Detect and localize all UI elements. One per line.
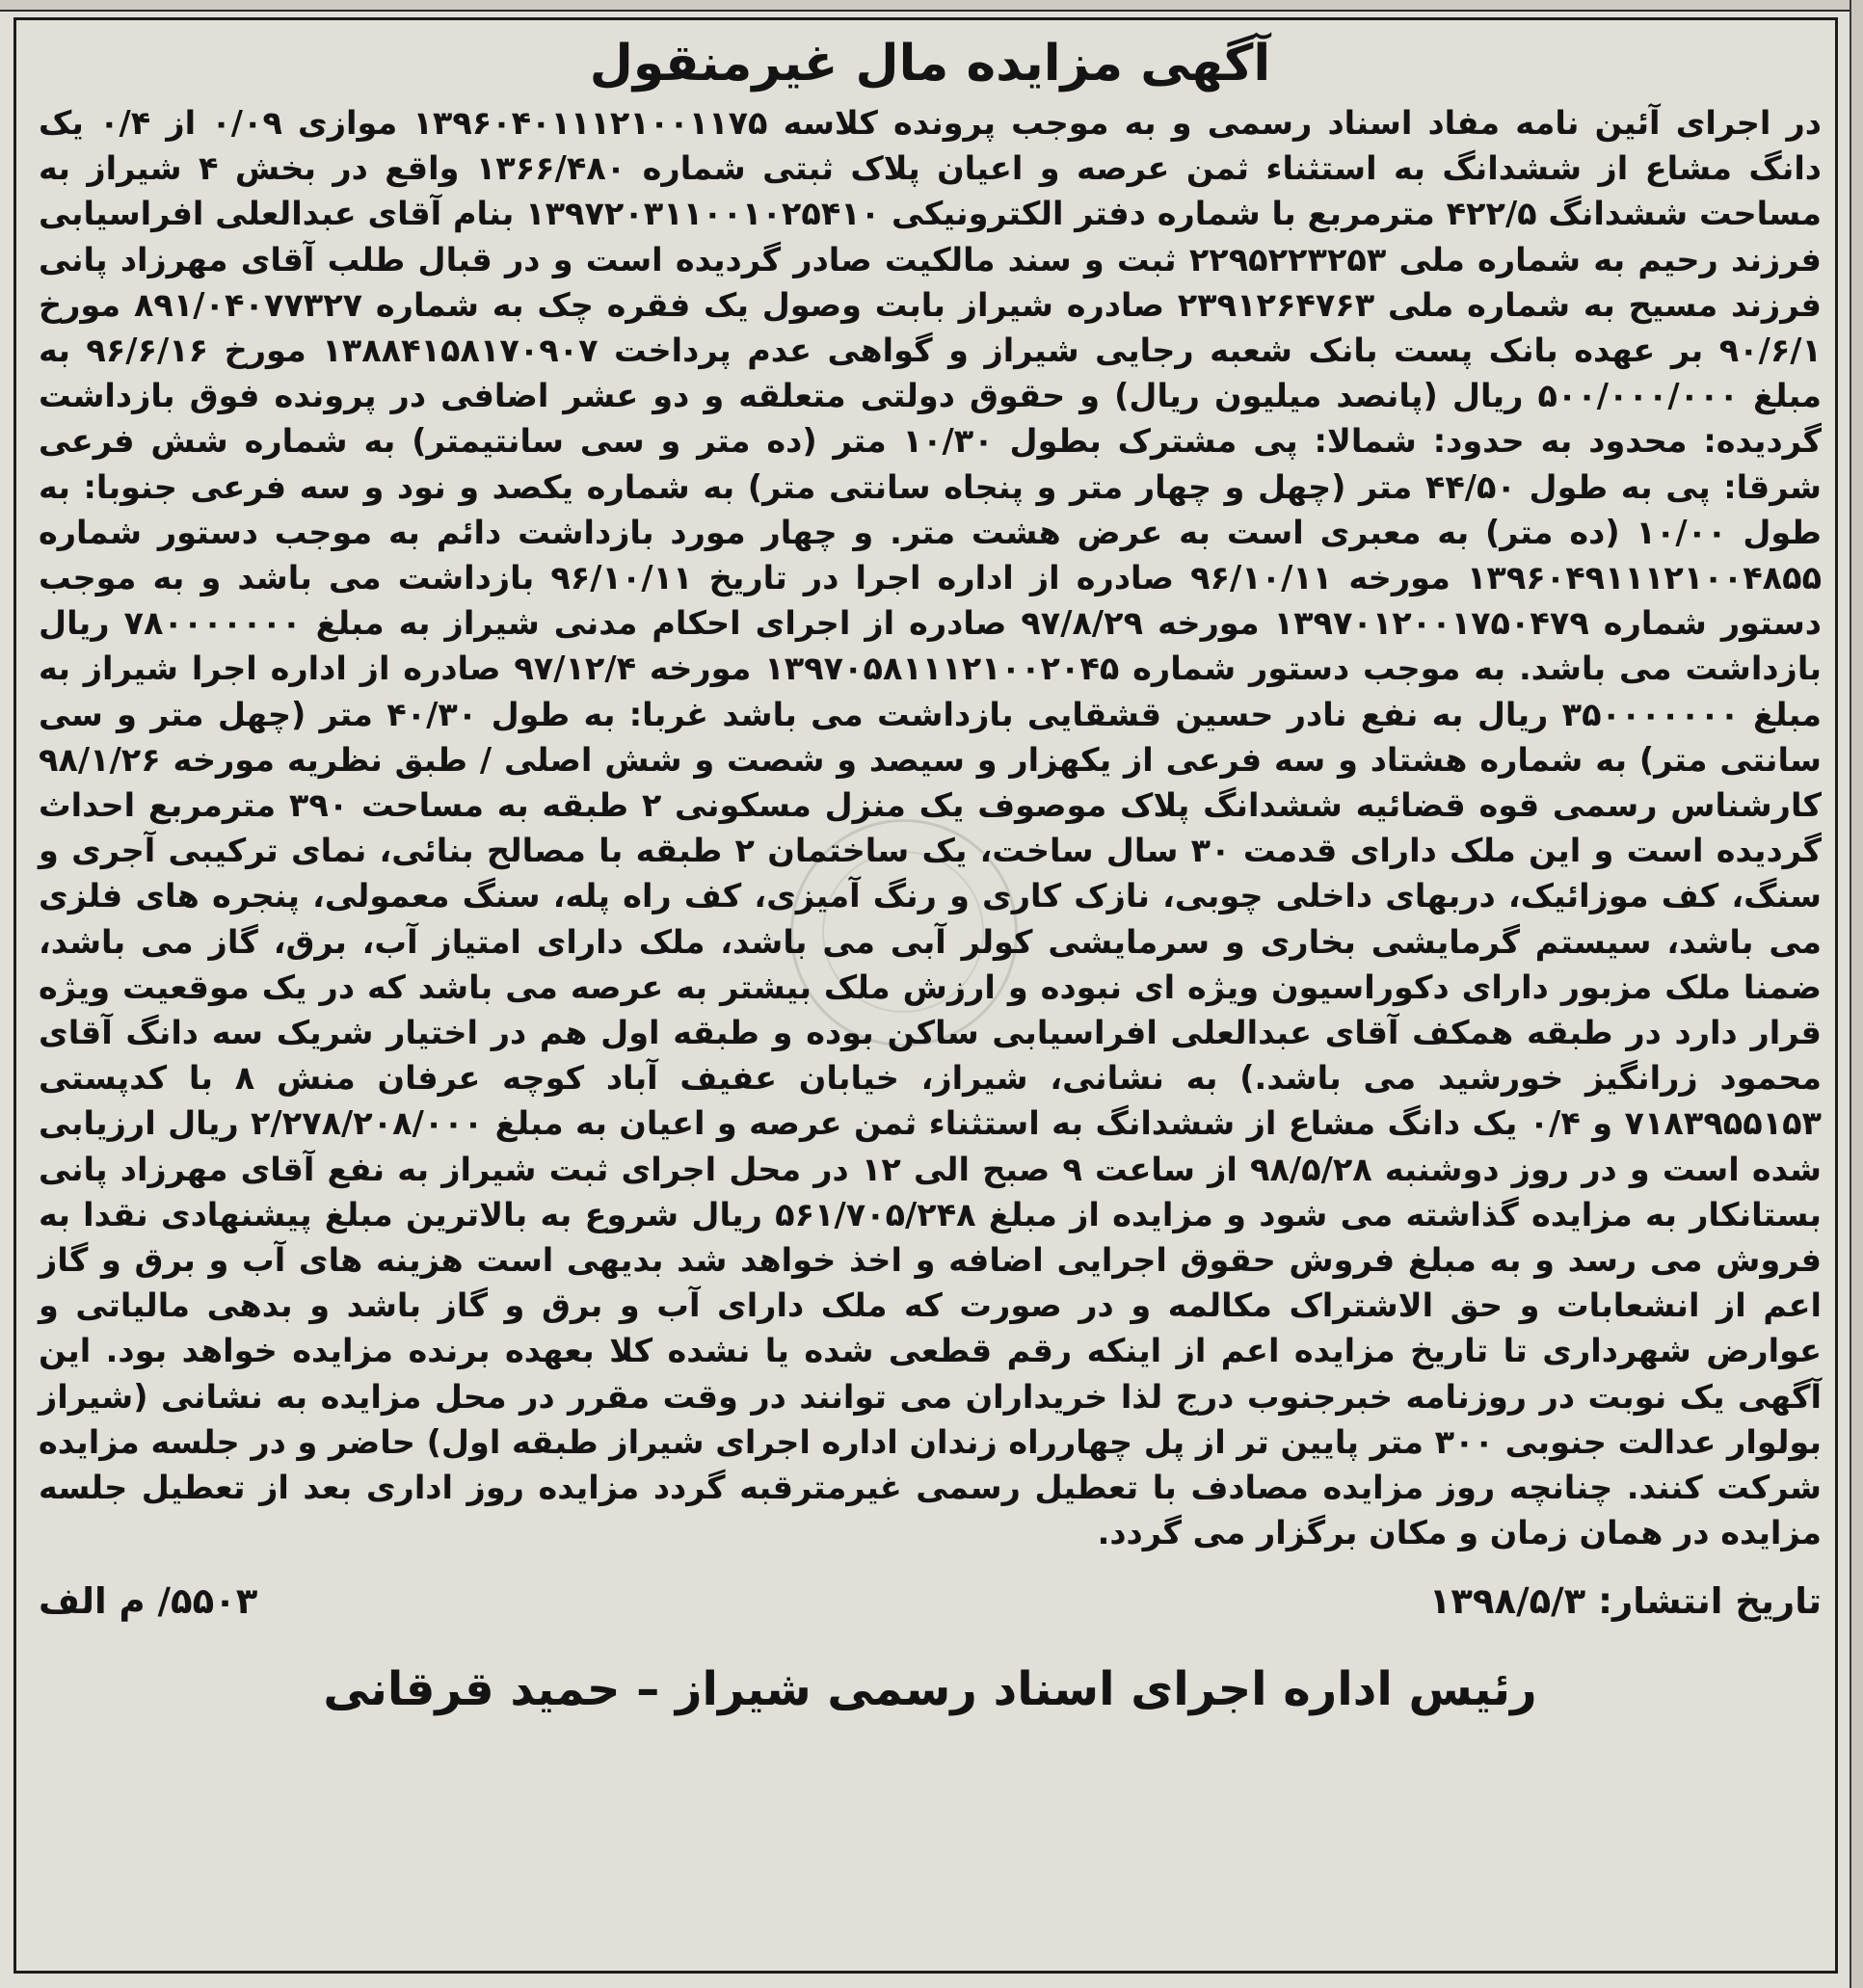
notice-content xyxy=(39,27,1822,1718)
reference-code: ۵۵۰۳/ م الف xyxy=(39,1579,258,1622)
notice-title: آگهی مزایده مال غیرمنقول xyxy=(589,35,1271,93)
notice-body: در اجرای آئین نامه مفاد اسناد رسمی و به موجب پرونده کلاسه ۱۳۹۶۰۴۰۱۱۱۲۱۰۰۱۱۷۵ موازی ۰/۰۹ از ۰/۴ یک دانگ مشاع از ششدانگ به استثناء ثمن عرصه و اعیان پلاک ثبتی شماره ۱۳۶۶/۴۸۰ واقع در بخش ۴ شیراز به مساحت ششدانگ ۴۲۲/۵ مترمربع با شماره دفتر الکترونیکی ۱۳۹۷۲۰۳۱۱۰۰۱۰۲۵۴۱۰ بنام آقای عبدالعلی افراسیابی فرزند رحیم به شماره ملی ۲۲۹۵۲۲۳۲۵۳ ثبت و سند مالکیت صادر گردیده است و در قبال طلب آقای مهرزاد پانی فرزند مسیح به شماره ملی ۲۳۹۱۲۶۴۷۶۳ صادره شیراز بابت وصول یک فقره چک به شماره ۸۹۱/۰۴۰۷۷۳۲۷ مورخ ۹۰/۶/۱ بر عهده بانک پست بانک شعبه رجایی شیراز و گواهی عدم پرداخت ۱۳۸۸۴۱۵۸۱۷۰۹۰۷ مورخ ۹۶/۶/۱۶ به مبلغ ۵۰۰/۰۰۰/۰۰۰ ریال (پانصد میلیون ریال) و حقوق دولتی متعلقه و دو عشر اضافی در پرونده فوق بازداشت گردیده: محدود به حدود: شمالا: پی مشترک بطول ۱۰/۳۰ متر (ده متر و سی سانتیمتر) به شماره شش فرعی شرقا: پی به طول ۴۴/۵۰ متر (چهل و چهار متر و پنجاه سانتی متر) به شماره یکصد و نود و سه فرعی جنوبا: به طول ۱۰/۰۰ (ده متر) به معبری است به عرض هشت متر. و چهار مورد بازداشت دائم به موجب دستور شماره ۱۳۹۶۰۴۹۱۱۱۲۱۰۰۴۸۵۵ مورخه ۹۶/۱۰/۱۱ صادره از اداره اجرا در تاریخ ۹۶/۱۰/۱۱ بازداشت می باشد و به موجب دستور شماره ۱۳۹۷۰۱۲۰۰۱۷۵۰۴۷۹ مورخه ۹۷/۸/۲۹ صادره از اجرای احکام مدنی شیراز به مبلغ ۷۸۰۰۰۰۰۰۰ ریال بازداشت می باشد. به موجب دستور شماره ۱۳۹۷۰۵۸۱۱۱۲۱۰۰۲۰۴۵ مورخه ۹۷/۱۲/۴ صادره از اداره اجرا شیراز به مبلغ ۳۵۰۰۰۰۰۰۰ ریال به نفع نادر حسین قشقایی بازداشت می باشد غربا: به طول ۴۰/۳۰ متر (چهل متر و سی سانتی متر) به شماره هشتاد و سه فرعی از یکهزار و سیصد و شصت و شش اصلی / طبق نظریه مورخه ۹۸/۱/۲۶ کارشناس رسمی قوه قضائیه ششدانگ پلاک موصوف یک منزل مسکونی ۲ طبقه به مساحت ۳۹۰ مترمربع احداث گردیده است و این ملک دارای قدمت ۳۰ سال ساخت، یک ساختمان ۲ طبقه با مصالح بنائی، نمای ترکیبی آجری و سنگ، کف موزائیک، دربهای داخلی چوبی، نازک کاری و رنگ آمیزی، کف راه پله، سنگ معمولی، پنجره های فلزی می باشد، سیستم گرمایشی بخاری و سرمایشی کولر آبی می باشد، ملک دارای امتیاز آب، برق، گاز می باشد، ضمنا ملک مزبور دارای دکوراسیون ویژه ای نبوده و ارزش ملک بیشتر به عرصه می باشد که در یک موقعیت ویژه قرار دارد در طبقه همکف آقای عبدالعلی افراسیابی ساکن بوده و طبقه اول هم در اختیار شریک سه دانگ آقای محمود زرانگیز خورشید می باشد.) به نشانی، شیراز، خیابان عفیف آباد کوچه عرفان منش ۸ با کدپستی ۷۱۸۳۹۵۵۱۵۳ و ۰/۴ یک دانگ مشاع از ششدانگ به استثناء ثمن عرصه و اعیان به مبلغ ۲/۲۷۸/۲۰۸/۰۰۰ ریال ارزیابی شده است و در روز دوشنبه ۹۸/۵/۲۸ از ساعت ۹ صبح الی ۱۲ در محل اجرای ثبت شیراز به نفع آقای مهرزاد پانی بستانکار به مزایده گذاشته می شود و مزایده از مبلغ ۵۶۱/۷۰۵/۲۴۸ ریال شروع به بالاترین مبلغ پیشنهادی نقدا به فروش می رسد و به مبلغ فروش حقوق اجرایی اضافه و اخذ خواهد شد بدیهی است هزینه های آب و برق و گاز اعم از انشعابات و حق الاشتراک مکالمه و در صورت که ملک دارای آب و برق و گاز باشد و بدهی مالیاتی و عوارض شهرداری تا تاریخ مزایده اعم از اینکه رقم قطعی شده یا نشده کلا بعهده برنده مزایده خواهد بود. این آگهی یک نوبت در روزنامه خبرجنوب درج لذا خریداران می توانند در وقت مقرر در محل مزایده به نشانی (شیراز بولوار عدالت جنوبی ۳۰۰ متر پایین تر از پل چهارراه زندان اداره اجرای شیراز طبقه اول) حاضر و در جلسه مزایده شرکت کنند. چنانچه روز مزایده مصادف با تعطیل رسمی غیرمترقبه گردد مزایده روز اداری بعد از تعطیل جلسه مزایده در همان زمان و مکان برگزار می گردد. xyxy=(39,104,1823,1552)
previous-notice-strip xyxy=(0,0,1863,12)
signature-line: رئیس اداره اجرای اسناد رسمی شیراز – حمید قرقانی xyxy=(323,1661,1537,1716)
notice-footer xyxy=(39,1577,1822,1626)
page-edge xyxy=(1850,0,1863,1988)
publish-date: تاریخ انتشار: ۱۳۹۸/۵/۳ xyxy=(1428,1579,1822,1622)
